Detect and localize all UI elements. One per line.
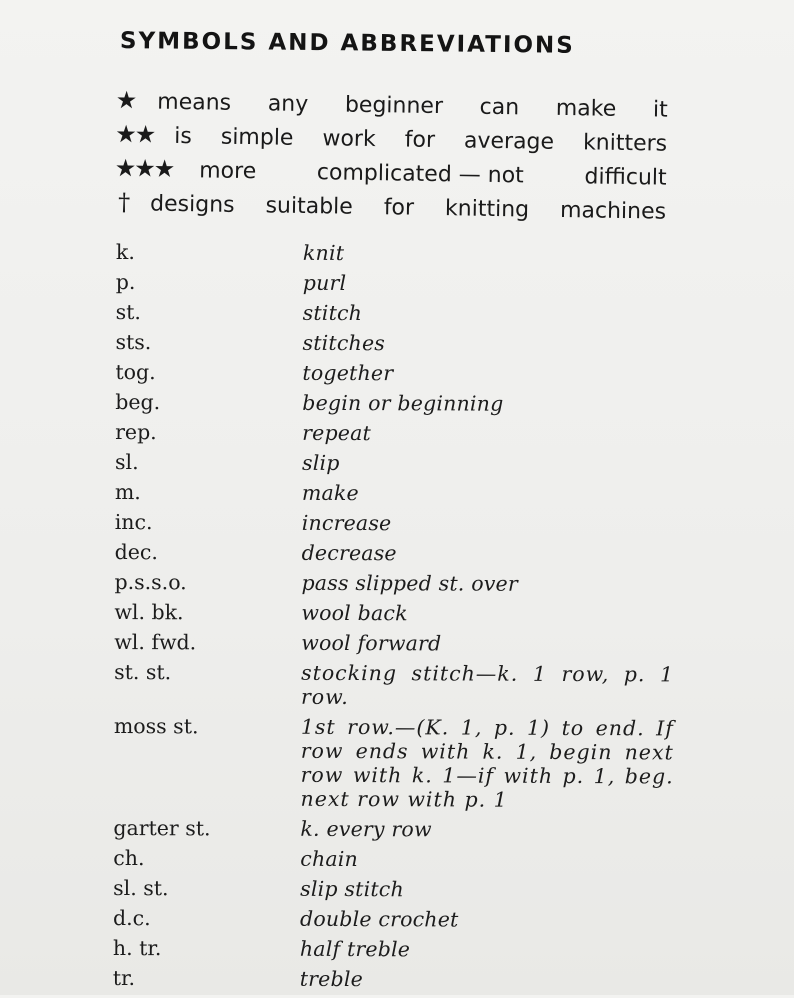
- abbreviation-meaning: stitches: [302, 330, 386, 356]
- abbreviation-meaning: wool back: [301, 600, 408, 626]
- abbreviation-meaning: stocking stitch—k. 1 row, p. 1 row.: [300, 660, 675, 710]
- abbreviation-term: st. st.: [114, 659, 172, 685]
- abbreviation-meaning: begin or beginning: [302, 390, 504, 416]
- list-item: [115, 390, 675, 416]
- abbreviation-term: h. tr.: [112, 935, 162, 961]
- abbreviation-term: tr.: [112, 965, 136, 991]
- abbreviation-term: moss st.: [113, 713, 199, 739]
- abbreviation-meaning: double crochet: [299, 906, 459, 932]
- legend-row: [114, 188, 666, 231]
- legend-description: means any beginner can make it: [157, 89, 668, 123]
- list-item: [114, 600, 674, 626]
- abbreviation-term: p.s.s.o.: [114, 569, 187, 595]
- abbreviation-meaning: decrease: [301, 540, 397, 566]
- abbreviation-term: beg.: [115, 389, 161, 415]
- list-item: [116, 300, 676, 326]
- legend-description: designs suitable for knitting machines: [149, 191, 667, 225]
- abbreviation-meaning: slip: [301, 450, 340, 475]
- list-item: [114, 660, 674, 710]
- abbreviation-term: d.c.: [112, 905, 151, 931]
- abbreviation-meaning: wool forward: [301, 630, 442, 656]
- abbreviation-term: rep.: [115, 419, 157, 445]
- abbreviation-term: wl. bk.: [114, 599, 184, 625]
- abbreviation-term: sts.: [115, 329, 152, 355]
- list-item: [116, 270, 676, 296]
- list-item: [115, 360, 675, 386]
- list-item: [113, 876, 673, 902]
- abbreviation-meaning: together: [302, 360, 394, 386]
- abbreviation-term: sl.: [114, 449, 139, 475]
- abbreviation-term: k.: [115, 240, 135, 265]
- abbreviation-term: ch.: [113, 845, 145, 871]
- list-item: [113, 966, 673, 992]
- list-item: [115, 420, 675, 446]
- abbreviation-term: tog.: [115, 359, 156, 385]
- abbreviation-meaning: treble: [299, 966, 364, 992]
- abbreviation-term: st.: [115, 299, 142, 325]
- list-item: [115, 480, 675, 506]
- abbreviation-meaning: chain: [300, 846, 359, 872]
- list-item: [113, 816, 673, 842]
- legend-description: is simple work for average knitters: [174, 123, 668, 157]
- abbreviation-meaning: knit: [302, 240, 345, 265]
- three-star-icon: ★★★: [114, 153, 174, 183]
- list-item: [114, 714, 674, 812]
- abbreviation-term: m.: [114, 479, 141, 505]
- legend-description: more complicated — not difficult: [199, 158, 667, 191]
- abbreviation-meaning: stitch: [302, 300, 363, 326]
- list-item: [116, 330, 676, 356]
- list-item: [113, 846, 673, 872]
- list-item: [114, 570, 674, 596]
- abbreviation-meaning: make: [301, 480, 359, 506]
- page-heading: SYMBOLS AND ABBREVIATIONS: [119, 28, 575, 59]
- list-item: [115, 540, 675, 566]
- two-star-icon: ★★: [115, 119, 155, 149]
- abbreviation-term: p.: [115, 269, 136, 295]
- symbol-legend: [114, 86, 668, 231]
- dagger-icon: †: [117, 188, 131, 217]
- list-item: [114, 630, 674, 656]
- abbreviation-meaning: slip stitch: [300, 876, 404, 902]
- abbreviation-meaning: half treble: [299, 936, 411, 962]
- one-star-icon: ★: [115, 86, 136, 115]
- abbreviation-meaning: k. every row: [300, 816, 432, 842]
- list-item: [113, 936, 673, 962]
- abbreviation-term: wl. fwd.: [114, 629, 197, 655]
- abbreviation-term: garter st.: [113, 815, 211, 841]
- abbreviation-meaning: 1st row.—(K. 1, p. 1) to end. If row ends with k. 1, begin next row with k. 1—if with p. 1, beg. next row with p. 1: [300, 714, 674, 812]
- abbreviation-term: sl. st.: [113, 875, 169, 901]
- abbreviation-term: inc.: [114, 509, 153, 535]
- list-item: [116, 240, 676, 266]
- abbreviation-meaning: pass slipped st. over: [301, 570, 518, 596]
- abbreviation-meaning: purl: [302, 270, 347, 296]
- abbreviation-meaning: increase: [301, 510, 392, 536]
- abbreviation-meaning: repeat: [302, 420, 372, 446]
- abbreviation-term: dec.: [114, 539, 158, 565]
- list-item: [115, 510, 675, 536]
- list-item: [115, 450, 675, 476]
- list-item: [113, 906, 673, 932]
- abbreviation-list: [113, 240, 676, 998]
